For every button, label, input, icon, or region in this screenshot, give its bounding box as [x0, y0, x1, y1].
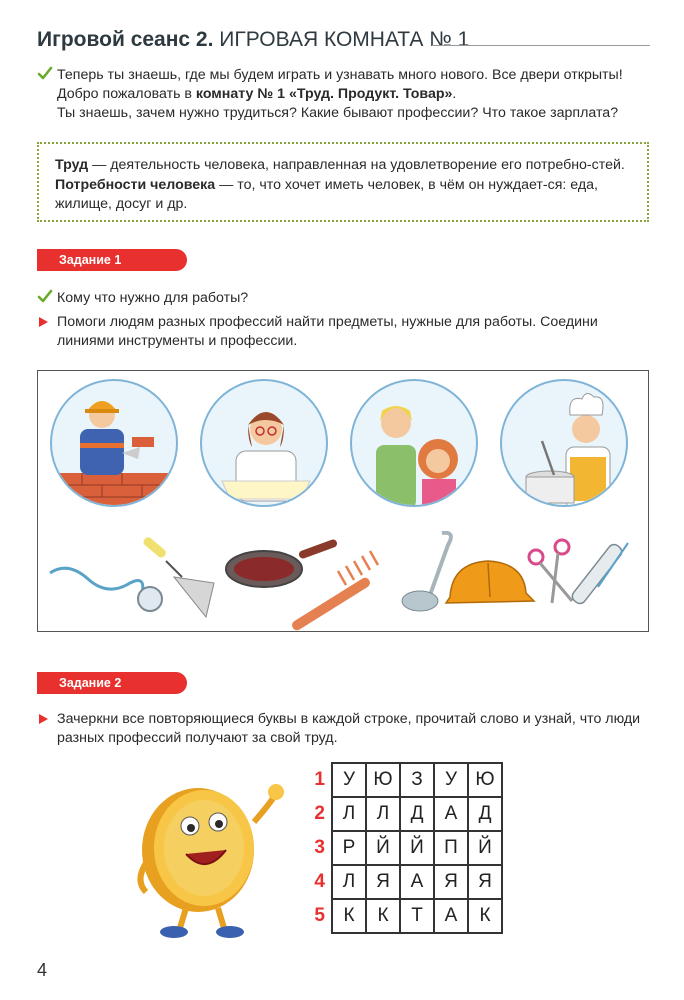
grid-row-number: 1: [314, 769, 325, 790]
grid-cell[interactable]: У: [332, 763, 366, 797]
grid-row: [308, 763, 502, 797]
title-rule: [432, 45, 650, 46]
hairdresser-circle[interactable]: [350, 379, 478, 507]
grid-row-number: 5: [314, 905, 325, 926]
grid-cell[interactable]: Я: [366, 865, 400, 899]
intro-block: [37, 66, 657, 123]
ladle-icon[interactable]: [402, 533, 451, 611]
intro-line-3: Ты знаешь, зачем нужно трудиться? Какие бывают профессии? Что такое зарплата?: [57, 105, 619, 121]
tools-row: [38, 531, 648, 631]
grid-cell[interactable]: Л: [332, 865, 366, 899]
letter-grid: [308, 762, 503, 934]
grid-cell[interactable]: Й: [366, 831, 400, 865]
builder-illustration: [52, 381, 178, 507]
term-labor: Труд: [55, 157, 89, 173]
grid-cell[interactable]: А: [434, 797, 468, 831]
page-title: [37, 28, 649, 58]
term-needs: Потребности человека: [55, 176, 216, 193]
hard-hat-icon[interactable]: [446, 561, 534, 603]
grid-cell[interactable]: Я: [468, 865, 502, 899]
task1-instruction: Помоги людям разных профессий найти предметы, нужные для работы. Соедини линиями инструменты и профессии.: [37, 313, 657, 351]
grid-row-number: 2: [314, 803, 325, 824]
frying-pan-icon[interactable]: [226, 538, 338, 587]
grid-cell[interactable]: Р: [332, 831, 366, 865]
grid-cell[interactable]: Я: [434, 865, 468, 899]
room-name: комнату № 1 «Труд. Продукт. Товар»: [195, 86, 453, 102]
task1-question: Кому что нужно для работы?: [37, 289, 657, 308]
title-rest: ИГРОВАЯ КОМНАТА № 1: [213, 28, 470, 51]
page-number: 4: [37, 960, 48, 980]
grid-cell[interactable]: Ю: [366, 763, 400, 797]
grid-cell[interactable]: К: [366, 899, 400, 933]
checkmark-icon: [37, 289, 53, 305]
grid-cell[interactable]: К: [332, 899, 366, 933]
grid-cell[interactable]: Д: [468, 797, 502, 831]
grid-row: [308, 865, 502, 899]
grid-cell[interactable]: Й: [468, 831, 502, 865]
grid-cell[interactable]: Л: [332, 797, 366, 831]
grid-cell[interactable]: У: [434, 763, 468, 797]
comb-icon[interactable]: [290, 551, 378, 631]
grid-cell[interactable]: А: [434, 899, 468, 933]
grid-cell[interactable]: К: [468, 899, 502, 933]
coin-character-illustration: [128, 770, 288, 940]
grid-row-number: 4: [314, 871, 325, 892]
cook-illustration: [502, 381, 628, 507]
grid-row: [308, 899, 502, 933]
grid-cell[interactable]: Ю: [468, 763, 502, 797]
grid-cell[interactable]: Й: [400, 831, 434, 865]
hairdresser-illustration: [352, 381, 478, 507]
letter-table: [308, 762, 503, 934]
definition-box: [37, 142, 649, 222]
arrow-bullet-icon: [39, 317, 48, 327]
task1-badge: Задание 1: [37, 249, 187, 271]
grid-cell[interactable]: З: [400, 763, 434, 797]
cook-circle[interactable]: [500, 379, 628, 507]
stethoscope-icon[interactable]: [50, 568, 162, 611]
professions-picture: [37, 370, 649, 632]
doctor-illustration: [202, 381, 328, 507]
thermometer-icon[interactable]: [570, 542, 628, 606]
grid-row: [308, 831, 502, 865]
title-bold: Игровой сеанс 2.: [37, 28, 214, 51]
def-needs: — то, что хочет иметь человек, в чём он нуждает-ся: еда, жилище, досуг и др.: [55, 176, 598, 212]
doctor-circle[interactable]: [200, 379, 328, 507]
builder-circle[interactable]: [50, 379, 178, 507]
grid-row: [308, 797, 502, 831]
intro-line-2: Добро пожаловать в комнату № 1 «Труд. Продукт. Товар».: [57, 86, 457, 102]
grid-row-number: 3: [314, 837, 325, 858]
task2-badge: Задание 2: [37, 672, 187, 694]
scissors-icon[interactable]: [529, 540, 572, 603]
grid-cell[interactable]: Д: [400, 797, 434, 831]
checkmark-icon: [37, 66, 53, 82]
arrow-bullet-icon: [39, 714, 48, 724]
grid-cell[interactable]: П: [434, 831, 468, 865]
grid-cell[interactable]: Л: [366, 797, 400, 831]
grid-cell[interactable]: А: [400, 865, 434, 899]
def-labor: — деятельность человека, направленная на удовлетворение его потребно-стей.: [88, 157, 625, 173]
grid-cell[interactable]: Т: [400, 899, 434, 933]
intro-line-1: Теперь ты знаешь, где мы будем играть и узнавать много нового. Все двери открыты!: [57, 67, 623, 83]
task2-instruction: Зачеркни все повторяющиеся буквы в каждой строке, прочитай слово и узнай, что люди разных профессий получают за свой труд.: [37, 710, 657, 748]
